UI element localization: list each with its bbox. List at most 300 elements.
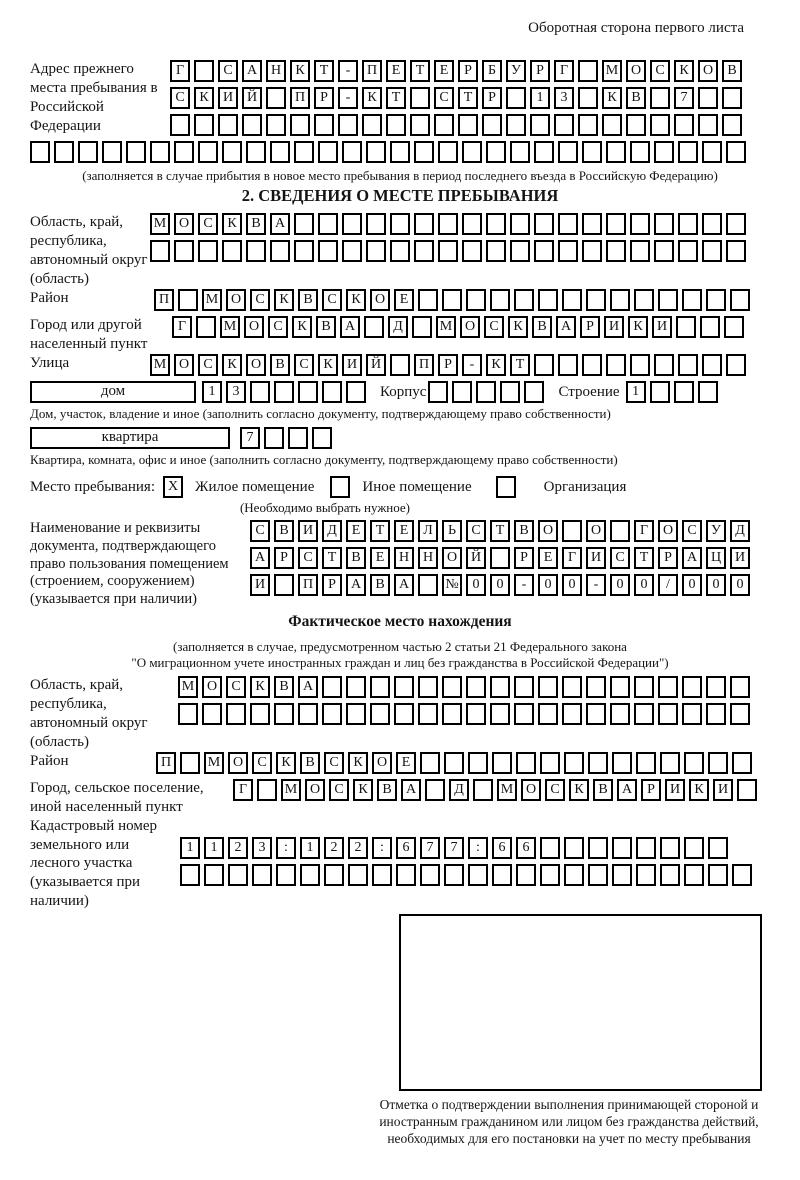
checkbox-other-premises[interactable] [330,476,350,498]
char-cell[interactable] [564,864,584,886]
char-cell[interactable] [708,864,728,886]
char-cell[interactable]: 0 [490,574,510,596]
char-cell[interactable]: Е [346,520,366,542]
char-cell[interactable]: Д [388,316,408,338]
char-cell[interactable]: В [370,574,390,596]
char-cell[interactable] [318,213,338,235]
char-cell[interactable] [578,87,598,109]
char-cell[interactable] [420,864,440,886]
char-cell[interactable] [438,240,458,262]
char-cell[interactable] [582,240,602,262]
char-cell[interactable] [150,141,170,163]
char-cell[interactable] [366,213,386,235]
char-cell[interactable] [558,354,578,376]
char-cell[interactable] [732,752,752,774]
char-cell[interactable]: Р [658,547,678,569]
char-cell[interactable] [654,240,674,262]
char-cell[interactable]: 0 [610,574,630,596]
char-cell[interactable] [194,114,214,136]
char-cell[interactable] [126,141,146,163]
char-cell[interactable]: Д [322,520,342,542]
char-cell[interactable] [654,141,674,163]
char-cell[interactable]: В [593,779,613,801]
char-cell[interactable] [682,676,702,698]
char-cell[interactable] [737,779,757,801]
char-cell[interactable]: К [292,316,312,338]
char-cell[interactable]: С [545,779,565,801]
char-cell[interactable]: К [318,354,338,376]
char-cell[interactable] [564,752,584,774]
char-cell[interactable] [486,213,506,235]
char-cell[interactable] [516,864,536,886]
char-cell[interactable] [516,752,536,774]
char-cell[interactable] [204,864,224,886]
char-cell[interactable]: Г [634,520,654,542]
char-cell[interactable] [678,141,698,163]
char-cell[interactable] [348,864,368,886]
char-cell[interactable] [538,289,558,311]
char-cell[interactable] [706,289,726,311]
char-cell[interactable] [582,213,602,235]
char-cell[interactable]: У [506,60,526,82]
char-cell[interactable]: В [274,676,294,698]
char-cell[interactable] [660,864,680,886]
char-cell[interactable] [300,864,320,886]
char-cell[interactable] [482,114,502,136]
char-cell[interactable] [194,60,214,82]
char-cell[interactable]: О [174,213,194,235]
char-cell[interactable]: 7 [674,87,694,109]
char-cell[interactable] [228,864,248,886]
char-cell[interactable]: О [698,60,718,82]
char-cell[interactable]: М [202,289,222,311]
char-cell[interactable]: В [316,316,336,338]
char-cell[interactable] [562,703,582,725]
char-cell[interactable]: О [538,520,558,542]
char-cell[interactable]: О [174,354,194,376]
char-cell[interactable] [660,837,680,859]
char-cell[interactable] [370,676,390,698]
char-cell[interactable]: П [156,752,176,774]
char-cell[interactable]: М [150,354,170,376]
checkbox-residential[interactable]: X [163,476,183,498]
char-cell[interactable] [534,354,554,376]
char-cell[interactable]: С [434,87,454,109]
char-cell[interactable]: 3 [554,87,574,109]
char-cell[interactable] [270,141,290,163]
char-cell[interactable] [218,114,238,136]
char-cell[interactable] [476,381,496,403]
char-cell[interactable] [178,703,198,725]
char-cell[interactable]: Й [466,547,486,569]
char-cell[interactable]: К [276,752,296,774]
char-cell[interactable]: Й [242,87,262,109]
char-cell[interactable] [174,141,194,163]
char-cell[interactable]: А [556,316,576,338]
char-cell[interactable]: И [665,779,685,801]
char-cell[interactable]: С [650,60,670,82]
char-cell[interactable] [434,114,454,136]
char-cell[interactable] [250,381,270,403]
char-cell[interactable] [654,354,674,376]
char-cell[interactable] [473,779,493,801]
char-cell[interactable]: О [460,316,480,338]
char-cell[interactable]: И [250,574,270,596]
char-cell[interactable] [452,381,472,403]
char-cell[interactable] [636,864,656,886]
char-cell[interactable]: 1 [530,87,550,109]
char-cell[interactable] [702,354,722,376]
char-cell[interactable]: Г [554,60,574,82]
char-cell[interactable] [650,114,670,136]
char-cell[interactable]: Т [510,354,530,376]
char-cell[interactable] [462,213,482,235]
char-cell[interactable]: - [462,354,482,376]
char-cell[interactable] [322,381,342,403]
char-cell[interactable] [510,141,530,163]
char-cell[interactable] [492,752,512,774]
char-cell[interactable]: С [250,520,270,542]
char-cell[interactable] [342,240,362,262]
char-cell[interactable]: : [468,837,488,859]
char-cell[interactable]: И [730,547,750,569]
char-cell[interactable]: В [270,354,290,376]
char-cell[interactable]: С [198,354,218,376]
char-cell[interactable] [630,240,650,262]
apartment-type-box[interactable]: квартира [30,427,230,449]
char-cell[interactable]: И [342,354,362,376]
char-cell[interactable] [246,240,266,262]
char-cell[interactable] [678,240,698,262]
char-cell[interactable] [630,354,650,376]
char-cell[interactable]: К [222,213,242,235]
char-cell[interactable]: Р [274,547,294,569]
char-cell[interactable]: М [281,779,301,801]
char-cell[interactable] [222,240,242,262]
char-cell[interactable]: Т [490,520,510,542]
char-cell[interactable] [364,316,384,338]
char-cell[interactable] [298,381,318,403]
char-cell[interactable] [414,141,434,163]
char-cell[interactable]: 1 [204,837,224,859]
char-cell[interactable] [298,703,318,725]
char-cell[interactable] [312,427,332,449]
char-cell[interactable] [490,703,510,725]
char-cell[interactable]: К [508,316,528,338]
char-cell[interactable]: С [170,87,190,109]
char-cell[interactable] [706,676,726,698]
char-cell[interactable]: П [362,60,382,82]
char-cell[interactable]: С [198,213,218,235]
char-cell[interactable] [226,703,246,725]
char-cell[interactable] [524,381,544,403]
char-cell[interactable] [322,703,342,725]
char-cell[interactable]: С [252,752,272,774]
char-cell[interactable] [222,141,242,163]
char-cell[interactable] [274,574,294,596]
char-cell[interactable]: Т [634,547,654,569]
char-cell[interactable] [418,574,438,596]
char-cell[interactable] [366,240,386,262]
char-cell[interactable]: : [276,837,296,859]
char-cell[interactable]: 2 [324,837,344,859]
char-cell[interactable] [490,547,510,569]
char-cell[interactable]: Г [562,547,582,569]
char-cell[interactable]: 0 [562,574,582,596]
char-cell[interactable] [396,864,416,886]
char-cell[interactable]: С [682,520,702,542]
char-cell[interactable] [466,289,486,311]
char-cell[interactable]: Т [370,520,390,542]
char-cell[interactable] [540,837,560,859]
char-cell[interactable]: А [242,60,262,82]
char-cell[interactable]: 2 [228,837,248,859]
char-cell[interactable] [540,752,560,774]
char-cell[interactable] [54,141,74,163]
char-cell[interactable]: И [218,87,238,109]
char-cell[interactable]: Т [314,60,334,82]
char-cell[interactable] [634,289,654,311]
char-cell[interactable]: В [532,316,552,338]
char-cell[interactable] [486,240,506,262]
char-cell[interactable]: Ц [706,547,726,569]
char-cell[interactable] [732,864,752,886]
char-cell[interactable]: 0 [730,574,750,596]
char-cell[interactable] [558,141,578,163]
char-cell[interactable]: К [602,87,622,109]
char-cell[interactable] [346,676,366,698]
char-cell[interactable]: Ь [442,520,462,542]
char-cell[interactable]: / [658,574,678,596]
char-cell[interactable] [514,676,534,698]
char-cell[interactable] [468,752,488,774]
char-cell[interactable]: А [346,574,366,596]
char-cell[interactable] [586,703,606,725]
char-cell[interactable]: А [682,547,702,569]
char-cell[interactable] [626,114,646,136]
char-cell[interactable]: В [514,520,534,542]
char-cell[interactable] [442,289,462,311]
char-cell[interactable] [346,703,366,725]
char-cell[interactable] [658,676,678,698]
char-cell[interactable]: О [202,676,222,698]
char-cell[interactable]: Г [170,60,190,82]
char-cell[interactable]: А [250,547,270,569]
char-cell[interactable] [678,354,698,376]
char-cell[interactable] [418,703,438,725]
char-cell[interactable]: П [298,574,318,596]
char-cell[interactable] [510,213,530,235]
char-cell[interactable]: И [604,316,624,338]
char-cell[interactable] [660,752,680,774]
char-cell[interactable] [698,381,718,403]
char-cell[interactable] [490,289,510,311]
char-cell[interactable] [724,316,744,338]
char-cell[interactable] [246,141,266,163]
char-cell[interactable] [492,864,512,886]
char-cell[interactable]: Е [434,60,454,82]
char-cell[interactable] [630,141,650,163]
char-cell[interactable] [180,864,200,886]
char-cell[interactable] [708,837,728,859]
char-cell[interactable]: 3 [226,381,246,403]
char-cell[interactable]: 1 [180,837,200,859]
char-cell[interactable] [730,289,750,311]
char-cell[interactable] [534,240,554,262]
char-cell[interactable]: В [626,87,646,109]
checkbox-organization[interactable] [496,476,516,498]
char-cell[interactable] [342,141,362,163]
char-cell[interactable]: О [658,520,678,542]
char-cell[interactable]: О [228,752,248,774]
char-cell[interactable] [726,213,746,235]
char-cell[interactable]: 6 [516,837,536,859]
char-cell[interactable]: 7 [240,427,260,449]
char-cell[interactable] [196,316,216,338]
char-cell[interactable]: К [628,316,648,338]
char-cell[interactable]: 1 [626,381,646,403]
char-cell[interactable] [558,213,578,235]
char-cell[interactable] [410,87,430,109]
char-cell[interactable] [610,520,630,542]
char-cell[interactable] [658,289,678,311]
char-cell[interactable] [678,213,698,235]
char-cell[interactable] [684,752,704,774]
char-cell[interactable]: К [486,354,506,376]
char-cell[interactable] [276,864,296,886]
char-cell[interactable] [634,676,654,698]
char-cell[interactable]: Р [580,316,600,338]
char-cell[interactable] [530,114,550,136]
char-cell[interactable] [418,676,438,698]
char-cell[interactable]: 0 [682,574,702,596]
char-cell[interactable]: К [674,60,694,82]
char-cell[interactable] [630,213,650,235]
char-cell[interactable]: К [346,289,366,311]
char-cell[interactable] [288,427,308,449]
char-cell[interactable] [294,240,314,262]
char-cell[interactable] [346,381,366,403]
char-cell[interactable] [318,240,338,262]
char-cell[interactable] [425,779,445,801]
char-cell[interactable]: В [346,547,366,569]
char-cell[interactable] [582,141,602,163]
char-cell[interactable] [606,240,626,262]
char-cell[interactable] [658,703,678,725]
char-cell[interactable]: Е [394,520,414,542]
char-cell[interactable] [370,703,390,725]
char-cell[interactable] [294,141,314,163]
char-cell[interactable]: С [298,547,318,569]
char-cell[interactable]: М [220,316,240,338]
char-cell[interactable] [726,354,746,376]
char-cell[interactable] [342,213,362,235]
char-cell[interactable]: № [442,574,462,596]
char-cell[interactable] [174,240,194,262]
char-cell[interactable]: А [617,779,637,801]
char-cell[interactable]: Т [386,87,406,109]
char-cell[interactable]: К [222,354,242,376]
char-cell[interactable]: М [178,676,198,698]
char-cell[interactable]: Н [394,547,414,569]
char-cell[interactable] [636,837,656,859]
char-cell[interactable]: 3 [252,837,272,859]
char-cell[interactable] [428,381,448,403]
char-cell[interactable] [606,213,626,235]
char-cell[interactable]: С [466,520,486,542]
char-cell[interactable]: В [377,779,397,801]
char-cell[interactable] [150,240,170,262]
char-cell[interactable]: Е [394,289,414,311]
char-cell[interactable] [564,837,584,859]
char-cell[interactable] [612,752,632,774]
char-cell[interactable] [612,864,632,886]
char-cell[interactable] [198,141,218,163]
char-cell[interactable] [554,114,574,136]
char-cell[interactable]: Б [482,60,502,82]
char-cell[interactable]: О [246,354,266,376]
char-cell[interactable]: И [586,547,606,569]
char-cell[interactable]: Е [370,547,390,569]
char-cell[interactable]: С [324,752,344,774]
char-cell[interactable] [534,141,554,163]
char-cell[interactable]: К [290,60,310,82]
char-cell[interactable]: К [250,676,270,698]
char-cell[interactable]: 7 [420,837,440,859]
char-cell[interactable] [702,240,722,262]
char-cell[interactable]: Д [730,520,750,542]
char-cell[interactable]: Т [458,87,478,109]
char-cell[interactable]: М [436,316,456,338]
char-cell[interactable]: К [348,752,368,774]
char-cell[interactable] [634,703,654,725]
char-cell[interactable]: Н [266,60,286,82]
char-cell[interactable] [266,114,286,136]
char-cell[interactable] [438,141,458,163]
char-cell[interactable] [610,289,630,311]
char-cell[interactable]: 1 [300,837,320,859]
char-cell[interactable] [650,381,670,403]
char-cell[interactable] [610,676,630,698]
char-cell[interactable]: Л [418,520,438,542]
char-cell[interactable]: О [305,779,325,801]
char-cell[interactable] [390,354,410,376]
char-cell[interactable] [730,676,750,698]
char-cell[interactable]: Р [438,354,458,376]
char-cell[interactable] [702,213,722,235]
char-cell[interactable] [486,141,506,163]
char-cell[interactable] [390,141,410,163]
char-cell[interactable] [366,141,386,163]
stamp-area[interactable] [399,914,762,1091]
char-cell[interactable]: С [484,316,504,338]
char-cell[interactable]: 2 [348,837,368,859]
char-cell[interactable]: В [300,752,320,774]
char-cell[interactable] [562,676,582,698]
char-cell[interactable]: 0 [634,574,654,596]
char-cell[interactable]: Т [410,60,430,82]
char-cell[interactable] [442,703,462,725]
char-cell[interactable]: Г [172,316,192,338]
char-cell[interactable]: М [497,779,517,801]
char-cell[interactable] [242,114,262,136]
char-cell[interactable] [410,114,430,136]
char-cell[interactable]: Р [641,779,661,801]
char-cell[interactable]: Р [458,60,478,82]
char-cell[interactable]: В [274,520,294,542]
char-cell[interactable] [636,752,656,774]
char-cell[interactable]: 0 [538,574,558,596]
